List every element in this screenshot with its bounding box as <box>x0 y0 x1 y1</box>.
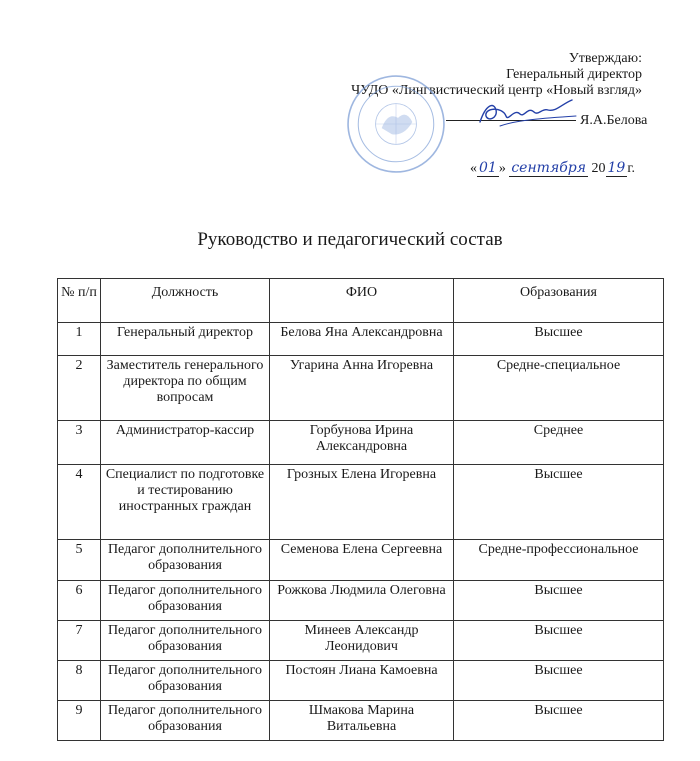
organization-stamp-icon <box>345 73 447 175</box>
row-education: Высшее <box>454 621 664 661</box>
staff-table <box>57 278 664 741</box>
row-position: Педагог дополнительного образования <box>101 701 270 741</box>
row-number: 2 <box>58 356 101 421</box>
row-number: 7 <box>58 621 101 661</box>
date-open-quote: « <box>470 161 477 176</box>
row-position: Специалист по подготовке и тестированию иностранных граждан <box>101 465 270 540</box>
date-day: 01 <box>479 160 497 176</box>
row-name: Белова Яна Александровна <box>270 323 454 356</box>
date-close-quote: » <box>498 161 506 176</box>
approval-line-1: Утверждаю: <box>568 51 642 66</box>
approval-date <box>470 160 635 177</box>
table-row <box>58 701 664 741</box>
row-education: Средне-специальное <box>454 356 664 421</box>
row-name: Рожкова Людмила Олеговна <box>270 581 454 621</box>
row-name: Семенова Елена Сергеевна <box>270 540 454 581</box>
row-position: Педагог дополнительного образования <box>101 661 270 701</box>
table-header-row <box>58 279 664 323</box>
table-row <box>58 465 664 540</box>
date-year-suffix: 19 <box>607 160 626 176</box>
handwritten-signature-icon <box>476 96 586 132</box>
row-position: Педагог дополнительного образования <box>101 540 270 581</box>
row-education: Высшее <box>454 581 664 621</box>
table-row <box>58 540 664 581</box>
row-education: Средне-профессиональное <box>454 540 664 581</box>
row-education: Высшее <box>454 465 664 540</box>
table-row <box>58 421 664 465</box>
row-position: Педагог дополнительного образования <box>101 581 270 621</box>
table-row <box>58 581 664 621</box>
row-position: Педагог дополнительного образования <box>101 621 270 661</box>
approval-line-2: Генеральный директор <box>506 67 642 82</box>
header-position: Должность <box>101 279 270 323</box>
row-number: 5 <box>58 540 101 581</box>
row-name: Грозных Елена Игоревна <box>270 465 454 540</box>
row-position: Заместитель генерального директора по общим вопросам <box>101 356 270 421</box>
row-education: Среднее <box>454 421 664 465</box>
table-row <box>58 661 664 701</box>
row-name: Горбунова Ирина Александровна <box>270 421 454 465</box>
table-row <box>58 323 664 356</box>
header-education: Образования <box>454 279 664 323</box>
row-number: 3 <box>58 421 101 465</box>
signatory-name: Я.А.Белова <box>580 113 648 128</box>
document-title: Руководство и педагогический состав <box>197 229 503 250</box>
row-name: Шмакова Марина Витальевна <box>270 701 454 741</box>
date-suffix: г. <box>627 161 635 176</box>
date-month: сентября <box>511 160 586 176</box>
table-row <box>58 621 664 661</box>
row-name: Минеев Александр Леонидович <box>270 621 454 661</box>
row-number: 4 <box>58 465 101 540</box>
row-position: Генеральный директор <box>101 323 270 356</box>
date-year-prefix: 20 <box>591 161 606 176</box>
row-number: 9 <box>58 701 101 741</box>
row-education: Высшее <box>454 701 664 741</box>
row-number: 1 <box>58 323 101 356</box>
header-number: № п/п <box>58 279 101 323</box>
row-number: 8 <box>58 661 101 701</box>
row-number: 6 <box>58 581 101 621</box>
row-education: Высшее <box>454 661 664 701</box>
header-name: ФИО <box>270 279 454 323</box>
row-name: Постоян Лиана Камоевна <box>270 661 454 701</box>
row-name: Угарина Анна Игоревна <box>270 356 454 421</box>
row-education: Высшее <box>454 323 664 356</box>
row-position: Администратор-кассир <box>101 421 270 465</box>
table-row <box>58 356 664 421</box>
approval-line-3: ЧУДО «Лингвистический центр «Новый взгляд» <box>351 83 642 98</box>
